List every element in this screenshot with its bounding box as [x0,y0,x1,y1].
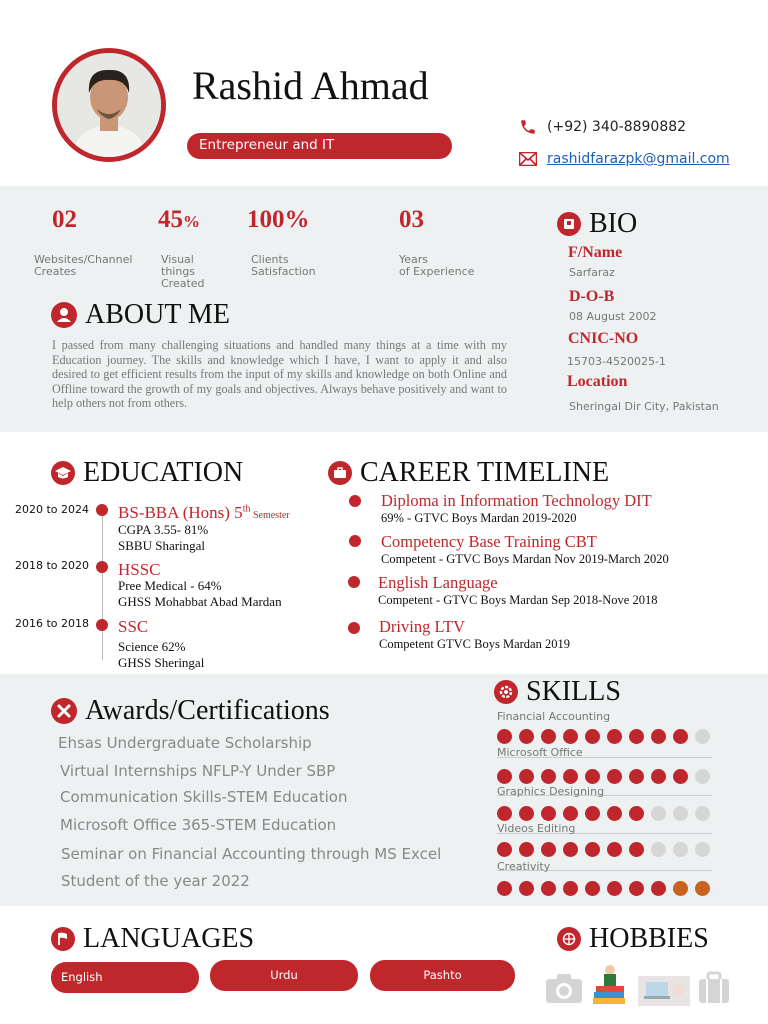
skill-dot [585,769,600,784]
career-detail: Competent GTVC Boys Mardan 2019 [379,637,570,651]
skill-dot [629,881,644,896]
profile-photo [52,48,166,162]
skill-dot [695,769,710,784]
award-item: Ehsas Undergraduate Scholarship [58,734,312,752]
skill-dot [541,729,556,744]
basketball-icon [557,927,581,951]
skill-dot [563,842,578,857]
skill-label: Financial Accounting [497,710,611,723]
skill-dot [673,842,688,857]
stat-value: 02 [52,206,77,233]
avatar [57,53,161,157]
skill-dot [695,729,710,744]
skill-rating [497,881,710,896]
career-detail: Competent - GTVC Boys Mardan Sep 2018-Nove 2018 [378,593,658,607]
skill-dot [541,806,556,821]
timeline-dot [96,504,108,516]
skill-dot [497,729,512,744]
bio-value: Sarfaraz [569,266,615,279]
email-link[interactable]: rashidfarazpk@gmail.com [547,151,730,167]
bio-icon [557,212,581,236]
bio-value: Sheringal Dir City, Pakistan [569,400,719,413]
edu-title: BS-BBA (Hons) 5th Semester [118,503,290,522]
about-text: I passed from many challenging situations and handled many things at a time with my Education journey. The skills and knowledge which I have, I want to apply it and also desired to get efficient results from the input of my skills and knowledge on both Online and Offline toward the growth of my goals and objectives. Always behave positively and want to help others not from others. [52,338,507,410]
skill-rating [497,729,710,744]
skill-dot [541,842,556,857]
award-item: Virtual Internships NFLP-Y Under SBP [60,762,336,780]
award-item: Microsoft Office 365-STEM Education [60,816,337,834]
skill-dot [519,729,534,744]
career-title: Competency Base Training CBT [381,532,597,551]
stat-label: Visual things Created [161,253,205,290]
edu-date: 2016 to 2018 [15,617,90,630]
skill-dot [651,806,666,821]
skill-dot [607,842,622,857]
bio-heading: BIO [557,208,637,240]
career-heading: CAREER TIMELINE [328,457,609,489]
skill-label: Videos Editing [497,822,576,835]
skill-dot [607,881,622,896]
skill-label: Creativity [497,860,551,873]
edu-detail: Pree Medical - 64% GHSS Mohabbat Abad Mardan [118,578,282,609]
skill-label: Graphics Designing [497,785,605,798]
bio-label: CNIC-NO [568,330,639,347]
reading-books-icon [590,962,632,1011]
skill-rating [497,806,710,821]
bio-value: 08 August 2002 [569,310,657,323]
languages-heading: LANGUAGES [51,923,254,955]
award-item: Student of the year 2022 [61,872,250,890]
role-pill: Entrepreneur and IT [187,133,452,159]
travel-luggage-icon [697,971,731,1010]
about-heading: ABOUT ME [51,299,230,331]
skill-rating [497,769,710,784]
stat-value: 100% [247,206,310,233]
skill-dot [585,842,600,857]
career-dot [349,535,361,547]
skill-dot [563,881,578,896]
mail-icon [519,152,537,171]
career-dot [349,495,361,507]
edu-title: HSSC [118,560,161,579]
skill-dot [519,842,534,857]
skill-dot [673,729,688,744]
skill-dot [607,769,622,784]
laptop-browsing-icon [638,976,690,1011]
stat-value: 03 [399,206,424,233]
education-heading: EDUCATION [51,457,243,489]
timeline-dot [96,561,108,573]
skill-dot [651,842,666,857]
award-item: Seminar on Financial Accounting through MS Excel [61,845,442,863]
career-title: Diploma in Information Technology DIT [381,491,652,510]
skill-dot [673,806,688,821]
stat-label: Clients Satisfaction [251,253,316,278]
skill-dot [673,881,688,896]
career-title: English Language [378,573,498,592]
career-dot [348,622,360,634]
career-title: Driving LTV [379,617,466,636]
skill-dot [629,842,644,857]
timeline-line [102,510,103,660]
skill-dot [519,806,534,821]
tools-icon [51,698,77,724]
career-dot [348,576,360,588]
bio-value: 15703-4520025-1 [567,355,666,368]
bio-label: Location [567,373,628,390]
language-pill: English [51,962,199,993]
skill-dot [629,729,644,744]
skill-dot [673,769,688,784]
skill-dot [585,881,600,896]
bio-label: D-O-B [569,288,615,305]
person-name: Rashid Ahmad [192,63,429,108]
language-pill: Pashto [370,960,515,991]
skill-dot [563,806,578,821]
skill-dot [629,806,644,821]
edu-detail: Science 62% GHSS Sheringal [118,639,205,670]
skill-dot [519,881,534,896]
edu-title: SSC [118,617,149,636]
graduation-cap-icon [51,461,75,485]
skill-dot [585,806,600,821]
edu-date: 2018 to 2020 [15,559,90,572]
skill-dot [563,769,578,784]
skill-dot [497,769,512,784]
skill-rating [497,842,710,857]
skill-dot [651,881,666,896]
timeline-dot [96,619,108,631]
skill-dot [519,769,534,784]
skill-dot [607,806,622,821]
skill-dot [563,729,578,744]
flag-icon [51,927,75,951]
skill-dot [497,842,512,857]
skill-dot [541,769,556,784]
career-detail: 69% - GTVC Boys Mardan 2019-2020 [381,511,577,525]
stat-value: 45% [158,206,200,233]
skill-dot [497,881,512,896]
skill-dot [651,769,666,784]
skill-dot [607,729,622,744]
skill-dot [497,806,512,821]
stat-label: Years of Experience [399,253,475,278]
skill-dot [695,881,710,896]
career-detail: Competent - GTVC Boys Mardan Nov 2019-March 2020 [381,552,669,566]
phone-number: (+92) 340-8890882 [547,119,687,135]
skills-heading: SKILLS [494,676,621,708]
gear-icon [494,680,518,704]
stat-label: Websites/Channel Creates [34,253,133,278]
skill-dot [695,806,710,821]
skill-dot [541,881,556,896]
award-item: Communication Skills-STEM Education [60,788,348,806]
language-pill: Urdu [210,960,358,991]
hobbies-heading: HOBBIES [557,923,709,955]
skill-dot [695,842,710,857]
edu-detail: CGPA 3.55- 81% SBBU Sharingal [118,522,209,553]
user-icon [51,302,77,328]
awards-heading: Awards/Certifications [51,695,330,727]
briefcase-icon [328,461,352,485]
phone-icon [519,118,537,141]
camera-icon [545,972,583,1009]
skill-dot [629,769,644,784]
skill-label: Microsoft Office [497,746,583,759]
edu-date: 2020 to 2024 [15,503,90,516]
bio-label: F/Name [568,244,623,261]
skill-dot [585,729,600,744]
skill-dot [651,729,666,744]
